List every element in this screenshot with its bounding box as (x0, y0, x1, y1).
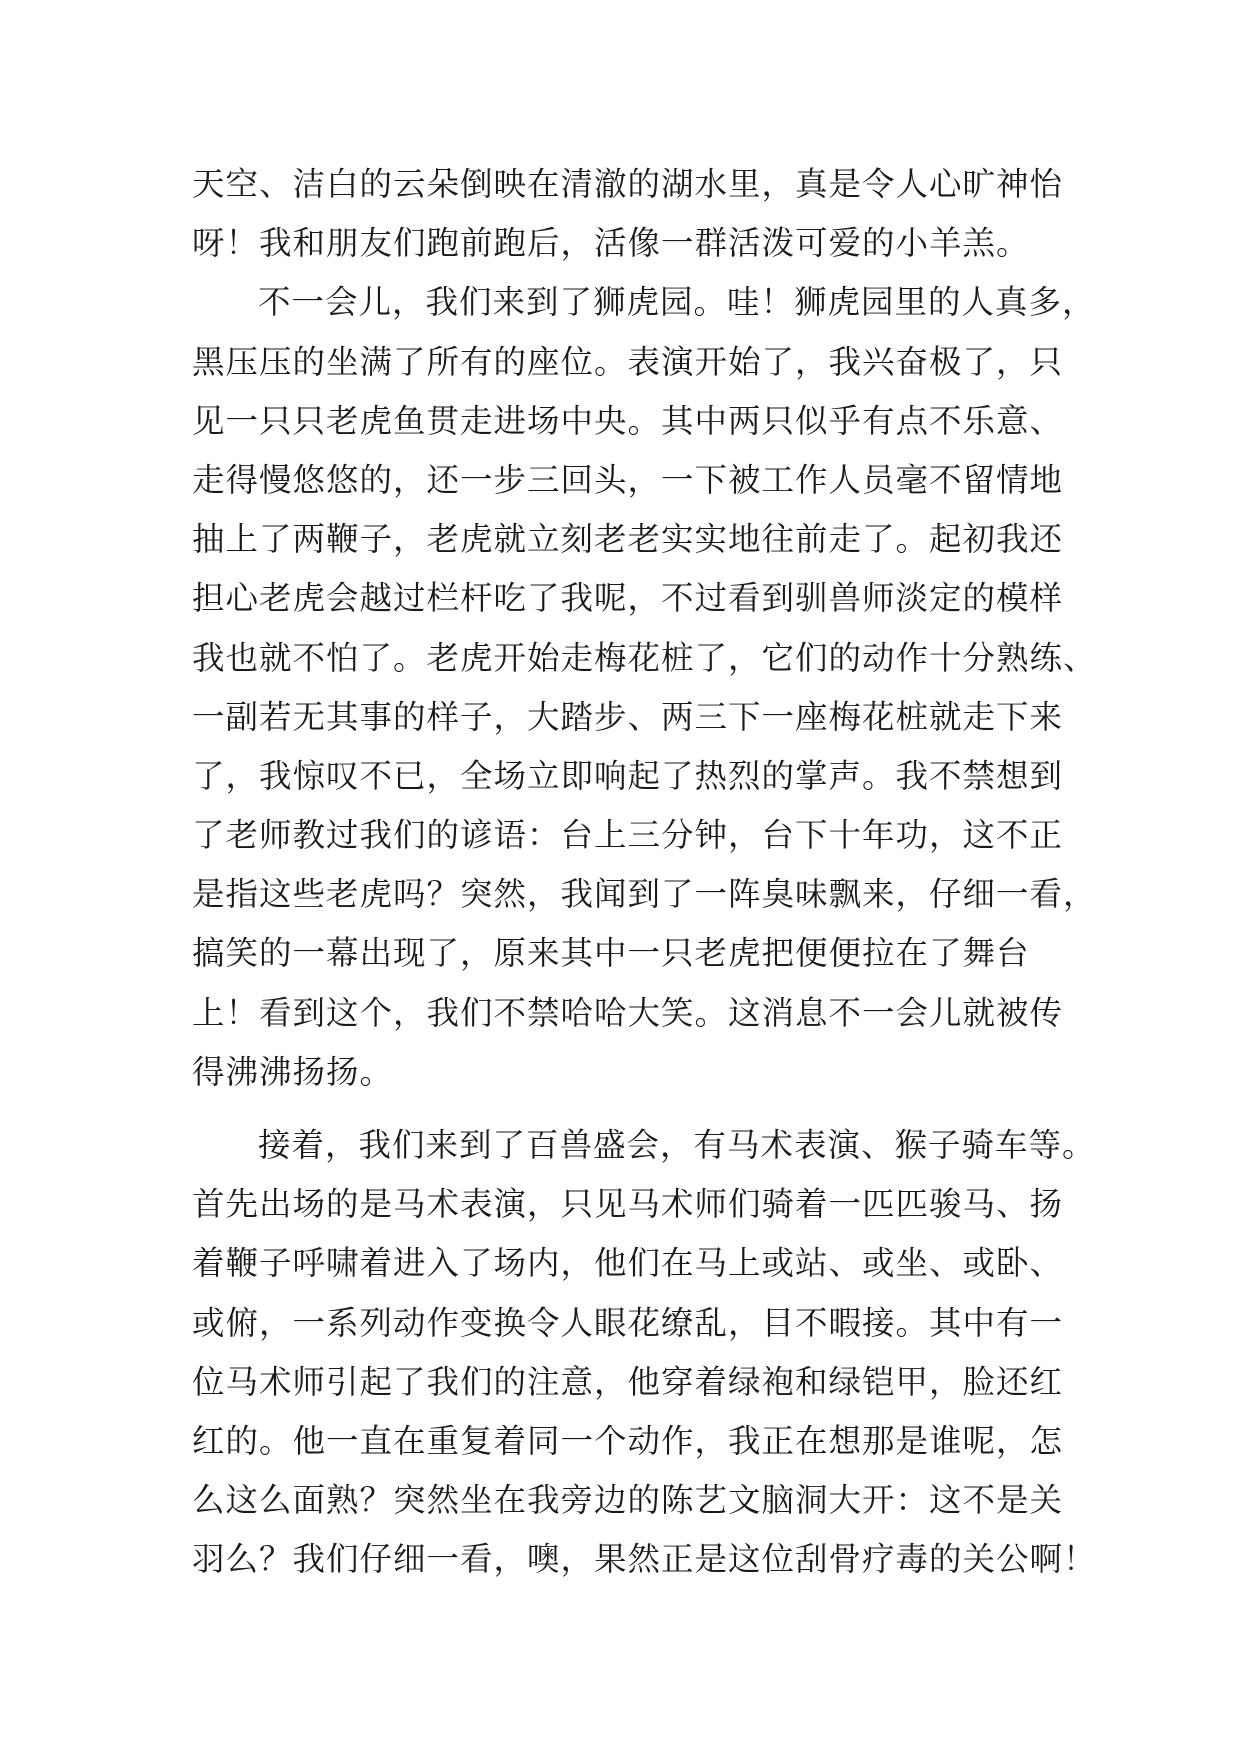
text-line: 天空、洁白的云朵倒映在清澈的湖水里，真是令人心旷神怡 (192, 165, 1064, 203)
text-line: 一副若无其事的样子，大踏步、两三下一座梅花桩就走下来 (192, 697, 1064, 736)
text-line: 首先出场的是马术表演，只见马术师们骑着一匹匹骏马、扬 (192, 1185, 1064, 1224)
essay-body (192, 155, 1097, 1590)
text-line: 搞笑的一幕出现了，原来其中一只老虎把便便拉在了舞台 (192, 934, 1030, 973)
paragraph-spacer (192, 1102, 1072, 1116)
text-line: 我也就不怕了。老虎开始走梅花桩了，它们的动作十分熟练、 (192, 638, 1097, 677)
text-line: 羽么？我们仔细一看，噢，果然正是这位刮骨疗毒的关公啊！ (192, 1540, 1097, 1579)
text-line: 是指这些老虎吗？突然，我闻到了一阵臭味飘来，仔细一看， (192, 875, 1097, 914)
text-line: 了老师教过我们的谚语：台上三分钟，台下十年功，这不正 (192, 816, 1064, 855)
text-line: 了，我惊叹不已，全场立即响起了热烈的掌声。我不禁想到 (192, 756, 1064, 795)
text-line: 或俯，一系列动作变换令人眼花缭乱，目不暇接。其中有一 (192, 1303, 1064, 1342)
text-line: 着鞭子呼啸着进入了场内，他们在马上或站、或坐、或卧、 (192, 1244, 1064, 1283)
text-line: 得沸沸扬扬。 (192, 1052, 394, 1091)
text-line: 上！看到这个，我们不禁哈哈大笑。这消息不一会儿就被传 (192, 993, 1064, 1032)
text-line: 呀！我和朋友们跑前跑后，活像一群活泼可爱的小羊羔。 (192, 224, 1030, 263)
paragraph-2 (192, 273, 1097, 1102)
text-line: 红的。他一直在重复着同一个动作，我正在想那是谁呢，怎 (192, 1421, 1064, 1460)
paragraph-1 (192, 155, 1072, 273)
text-line: 抽上了两鞭子，老虎就立刻老老实实地往前走了。起初我还 (192, 520, 1064, 559)
text-line: 担心老虎会越过栏杆吃了我呢，不过看到驯兽师淡定的模样 (192, 579, 1064, 618)
text-line: 见一只只老虎鱼贯走进场中央。其中两只似乎有点不乐意、 (192, 401, 1064, 440)
text-line: 么这么面熟？突然坐在我旁边的陈艺文脑洞大开：这不是关 (192, 1481, 1064, 1520)
text-line: 不一会儿，我们来到了狮虎园。哇！狮虎园里的人真多， (258, 283, 1096, 322)
text-line: 黑压压的坐满了所有的座位。表演开始了，我兴奋极了，只 (192, 342, 1064, 381)
text-line: 位马术师引起了我们的注意，他穿着绿袍和绿铠甲，脸还红 (192, 1362, 1064, 1401)
text-line: 接着，我们来到了百兽盛会，有马术表演、猴子骑车等。 (258, 1126, 1096, 1164)
text-line: 走得慢悠悠的，还一步三回头，一下被工作人员毫不留情地 (192, 460, 1064, 499)
paragraph-3 (192, 1116, 1097, 1590)
